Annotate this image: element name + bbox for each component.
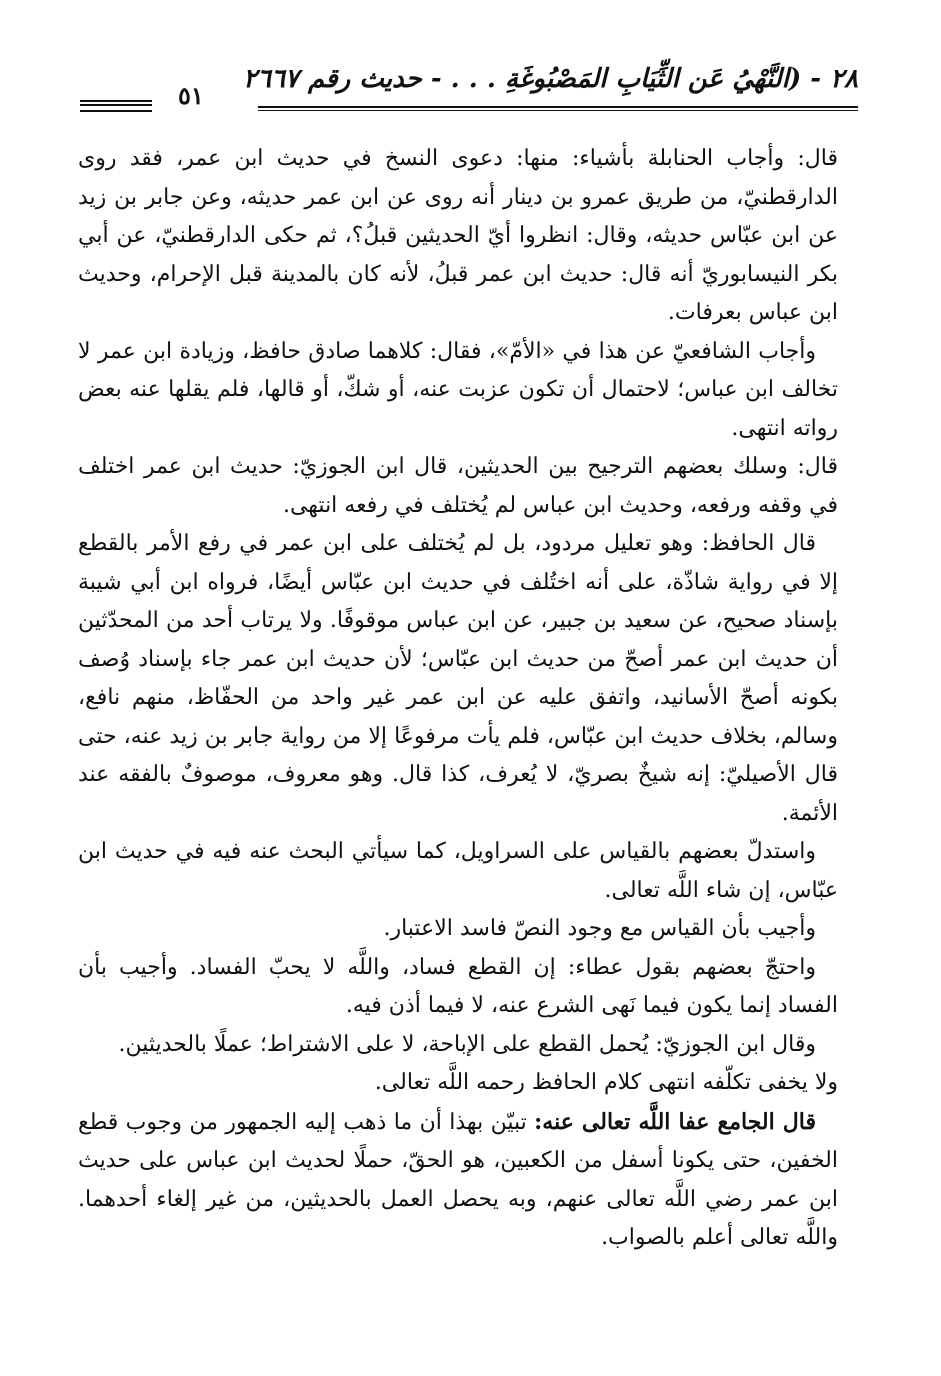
paragraph-hanabila: قال: وأجاب الحنابلة بأشياء: منها: دعوى النسخ في حديث ابن عمر، فقد روى الدارقطنيّ، من طريق عمرو بن دينار أنه روى عن ابن عمر حديثه، وعن جابر بن زيد عن ابن عبّاس حديثه، وقال: انظروا أيّ الحديثين قبلُ؟، ثم حكى الدارقطنيّ، عن أبي بكر النيسابوريّ أنه قال: حديث ابن عمر قبلُ، لأنه كان بالمدينة قبل الإحرام، وحديث ابن عباس بعرفات.	[78, 146, 838, 325]
paragraph-takalluf: ولا يخفى تكلّفه انتهى كلام الحافظ رحمه اللَّه تعالى.	[374, 1070, 838, 1095]
paragraph-hafiz: قال الحافظ: وهو تعليل مردود، بل لم يُختلف على ابن عمر في رفع الأمر بالقطع إلا في رواية شاذّة، على أنه اختُلف في حديث ابن عبّاس أيضًا، فرواه ابن أبي شيبة بإسناد صحيح، عن سعيد بن جبير، عن ابن عباس موقوفًا. ولا يرتاب أحد من المحدّثين أن حديث ابن عمر أصحّ من حديث ابن عبّاس؛ لأن حديث ابن عمر جاء بإسناد وُصف بكونه أصحّ الأسانيد، واتفق عليه عن ابن عمر غير واحد من الحفّاظ، منهم نافع، وسالم، بخلاف حديث ابن عبّاس، فلم يأت مرفوعًا إلا من رواية جابر بن زيد عنه، حتى قال الأصيليّ: إنه شيخٌ بصريّ، لا يُعرف، كذا قال. وهو معروف، موصوفٌ بالفقه عند الأئمة.	[78, 531, 839, 826]
header-title: ٢٨ - (النَّهْيُ عَن الثِّيَابِ المَصْبُوغَةِ . . . - حديث رقم ٢٦٦٧	[243, 64, 858, 94]
jami-lead: قال الجامع عفا اللَّه تعالى عنه:	[534, 1108, 816, 1135]
page-number: ٥١	[178, 81, 204, 110]
paragraph-qiyas: واستدلّ بعضهم بالقياس على السراويل، كما سيأتي البحث عنه فيه في حديث ابن عبّاس، إن شاء اللَّه تعالى.	[78, 839, 838, 903]
body-text	[78, 140, 838, 1258]
jami-text: تبيّن بهذا أن ما ذهب إليه الجمهور من وجوب قطع الخفين، حتى يكونا أسفل من الكعبين، هو الحقّ، حملًا لحديث ابن عباس على حديث ابن عمر رضي اللَّه تعالى عنهم، وبه يحصل العمل بالحديثين، من غير إلغاء أحدهما. واللَّه تعالى أعلم بالصواب.	[78, 1109, 838, 1250]
paragraph-ibn-jawzi: وقال ابن الجوزيّ: يُحمل القطع على الإباحة، لا على الاشتراط؛ عملًا بالحديثين.	[118, 1031, 816, 1057]
paragraph-shafii: وأجاب الشافعيّ عن هذا في «الأمّ»، فقال: كلاهما صادق حافظ، وزيادة ابن عمر لا تخالف ابن عباس؛ لاحتمال أن تكون عزبت عنه، أو شكّ، أو قالها، فلم يقلها عنه بعض رواته انتهى.	[78, 338, 838, 441]
paragraph-ujiba: وأجيب بأن القياس مع وجود النصّ فاسد الاعتبار.	[383, 916, 816, 941]
page-number-rule	[80, 100, 152, 112]
running-header	[80, 62, 858, 118]
paragraph-ata: واحتجّ بعضهم بقول عطاء: إن القطع فساد، واللَّه لا يحبّ الفساد. وأجيب بأن الفساد إنما يكون فيما نَهى الشرع عنه، لا فيما أذن فيه.	[78, 954, 838, 1018]
header-rule	[258, 106, 858, 111]
paragraph-jami	[78, 1103, 838, 1258]
paragraph-tarjih: قال: وسلك بعضهم الترجيح بين الحديثين، قال ابن الجوزيّ: حديث ابن عمر اختلف في وقفه ورفعه، وحديث ابن عباس لم يُختلف في رفعه انتهى.	[78, 454, 838, 518]
